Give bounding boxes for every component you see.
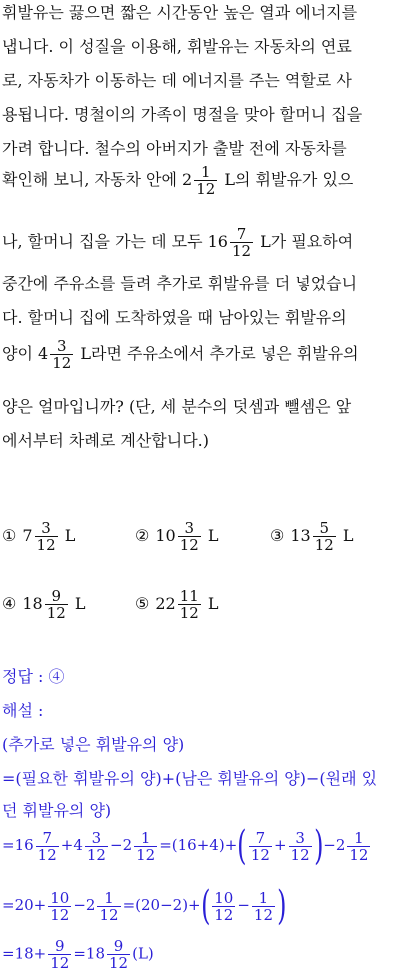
- problem-line: 용됩니다. 명철이의 가족이 명절을 맞아 할머니 집을: [2, 105, 363, 124]
- fraction: [134, 830, 157, 863]
- right-paren: ): [313, 823, 324, 869]
- mixed-whole: 2: [122, 836, 133, 854]
- numerator: 9: [55, 937, 65, 955]
- denominator: 12: [109, 954, 129, 972]
- mixed-whole: 2: [85, 896, 96, 914]
- whole-number: 20: [14, 896, 34, 914]
- denominator: 12: [37, 845, 57, 864]
- explanation-label: 해설 :: [2, 701, 44, 720]
- denominator: 12: [50, 905, 70, 924]
- fraction: [347, 830, 370, 863]
- numerator: 3: [91, 828, 102, 847]
- unit: L: [342, 526, 354, 545]
- left-paren: (: [200, 883, 211, 929]
- answer-label: 정답 : ④: [2, 667, 65, 686]
- numerator: 5: [319, 519, 330, 537]
- problem-line: 휘발유는 끓으면 짧은 시간동안 높은 열과 에너지를: [2, 3, 358, 22]
- mixed-number: [38, 337, 80, 372]
- choice-2[interactable]: [135, 520, 219, 553]
- fraction: [85, 830, 108, 863]
- denominator: 12: [179, 536, 199, 554]
- fraction: [249, 830, 272, 863]
- numerator: 9: [51, 587, 62, 605]
- problem-line: 로, 자동차가 이동하는 데 에너지를 주는 역할로 사: [2, 71, 352, 90]
- problem-line: 냅니다. 이 성질을 이용해, 휘발유는 자동차의 연료: [2, 37, 352, 56]
- numerator: 3: [184, 519, 195, 537]
- choice-mark: ①: [2, 526, 17, 545]
- problem-text-segment: L의 휘발유가 있으: [224, 170, 354, 189]
- numerator: 1: [258, 888, 269, 907]
- unit: L: [74, 594, 86, 613]
- choice-3[interactable]: [270, 520, 354, 553]
- choice-1[interactable]: [2, 520, 75, 553]
- denominator: 12: [52, 354, 72, 372]
- plus-sign: +: [188, 896, 201, 914]
- mixed-whole: 4: [73, 836, 83, 854]
- denominator: 12: [250, 845, 270, 864]
- plus-sign: +: [224, 836, 238, 854]
- denominator: 12: [50, 954, 70, 972]
- equation-line: [2, 823, 372, 869]
- fraction: [50, 338, 73, 371]
- denominator: 12: [314, 536, 334, 554]
- problem-line: 다. 할머니 집에 도착하였을 때 남아있는 휘발유의: [2, 308, 347, 327]
- mixed-whole: 2: [335, 836, 346, 854]
- unit: L: [64, 526, 76, 545]
- mixed-whole: 4: [38, 344, 49, 363]
- mixed-whole: 18: [22, 594, 43, 613]
- numerator: 1: [200, 163, 211, 181]
- numerator: 1: [104, 888, 114, 907]
- problem-line: 중간에 주유소를 들려 추가로 휘발유를 더 넣었습니: [2, 274, 358, 293]
- grouped-difference: (20−2): [135, 896, 189, 914]
- grouped-sum: (16+4): [171, 836, 225, 854]
- plus-sign: +: [273, 836, 287, 854]
- equals-sign: =: [73, 944, 86, 963]
- numerator: 7: [42, 828, 52, 847]
- fraction: [97, 890, 120, 923]
- numerator: 9: [113, 937, 124, 955]
- plus-sign: +: [33, 896, 47, 914]
- problem-text-segment: 나, 할머니 집을 가는 데 모두: [2, 232, 208, 251]
- unit: L: [207, 526, 219, 545]
- numerator: 10: [214, 888, 234, 907]
- denominator: 12: [136, 845, 156, 864]
- mixed-number: [182, 163, 224, 198]
- equation-line: [2, 938, 154, 971]
- denominator: 12: [196, 180, 216, 198]
- equals-sign: =: [159, 836, 172, 854]
- minus-sign: −: [73, 896, 86, 914]
- numerator: 1: [354, 828, 364, 847]
- numerator: 3: [41, 519, 51, 537]
- choice-5[interactable]: [135, 588, 219, 621]
- minus-sign: −: [237, 896, 250, 914]
- numerator: 7: [236, 225, 247, 243]
- denominator: 12: [214, 905, 234, 924]
- solution-line: (추가로 넣은 휘발유의 양): [2, 735, 185, 754]
- numerator: 11: [179, 587, 199, 605]
- fraction: [194, 164, 217, 197]
- mixed-whole: 13: [290, 526, 311, 545]
- mixed-number: [207, 225, 261, 260]
- problem-line: [2, 226, 353, 259]
- choice-mark: ③: [270, 526, 285, 545]
- fraction: [313, 520, 336, 553]
- plus-sign: +: [60, 836, 74, 854]
- fraction: [107, 938, 130, 971]
- equals-sign: =: [2, 836, 15, 854]
- numerator: 3: [295, 828, 305, 847]
- mixed-whole: 18: [85, 944, 106, 963]
- problem-line: [2, 164, 353, 197]
- denominator: 12: [46, 604, 66, 622]
- denominator: 12: [99, 905, 119, 924]
- fraction: [35, 520, 58, 553]
- fraction: [45, 588, 68, 621]
- numerator: 7: [255, 828, 266, 847]
- equation-line: [2, 883, 287, 929]
- solution-line: =(필요한 휘발유의 양)+(남은 휘발유의 양)−(원래 있: [2, 769, 378, 788]
- problem-text-segment: 확인해 보니, 자동차 안에: [2, 170, 182, 189]
- minus-sign: −: [323, 836, 336, 854]
- denominator: 12: [86, 845, 106, 864]
- minus-sign: −: [109, 836, 123, 854]
- unit: L: [207, 594, 219, 613]
- denominator: 12: [349, 845, 369, 864]
- mixed-whole: 16: [207, 232, 228, 251]
- mixed-whole: 22: [155, 594, 176, 613]
- mixed-whole: 16: [14, 836, 34, 854]
- problem-line: 양은 얼마입니까? (단, 세 분수의 덧셈과 뺄셈은 앞: [2, 397, 352, 416]
- fraction: [289, 830, 312, 863]
- choice-mark: ⑤: [135, 594, 150, 613]
- fraction: [212, 890, 235, 923]
- left-paren: (: [237, 823, 247, 869]
- denominator: 12: [179, 604, 199, 622]
- plus-sign: +: [33, 944, 47, 963]
- denominator: 12: [36, 536, 56, 554]
- mixed-whole: 10: [155, 526, 176, 545]
- equals-sign: =: [2, 896, 15, 914]
- problem-line: 에서부터 차례로 계산합니다.): [2, 431, 209, 450]
- fraction: [178, 588, 201, 621]
- problem-text-segment: L라면 주유소에서 추가로 넣은 휘발유의: [80, 344, 359, 363]
- mixed-whole: 7: [22, 526, 33, 545]
- denominator: 12: [290, 845, 310, 864]
- fraction: [48, 890, 71, 923]
- fraction: [48, 938, 71, 971]
- numerator: 1: [140, 828, 151, 847]
- denominator: 12: [253, 905, 273, 924]
- equals-sign: =: [122, 896, 136, 914]
- whole-number: 18: [14, 944, 34, 963]
- equals-sign: =: [2, 944, 15, 963]
- choice-mark: ④: [2, 594, 17, 613]
- solution-line: 던 휘발유의 양): [2, 801, 112, 820]
- fraction: [252, 890, 275, 923]
- right-paren: ): [277, 883, 287, 929]
- numerator: 3: [56, 337, 67, 355]
- mixed-whole: 2: [182, 170, 193, 189]
- problem-line: 가려 합니다. 철수의 아버지가 출발 전에 자동차를: [2, 139, 347, 158]
- choice-4[interactable]: [2, 588, 86, 621]
- numerator: 10: [50, 888, 70, 907]
- fraction: [178, 520, 201, 553]
- denominator: 12: [231, 242, 252, 260]
- choice-mark: ②: [135, 526, 150, 545]
- fraction: [230, 226, 253, 259]
- problem-line: [2, 338, 359, 371]
- fraction: [36, 830, 59, 863]
- problem-text-segment: 양이: [2, 344, 38, 363]
- unit: (L): [132, 944, 154, 963]
- problem-text-segment: L가 필요하여: [260, 232, 354, 251]
